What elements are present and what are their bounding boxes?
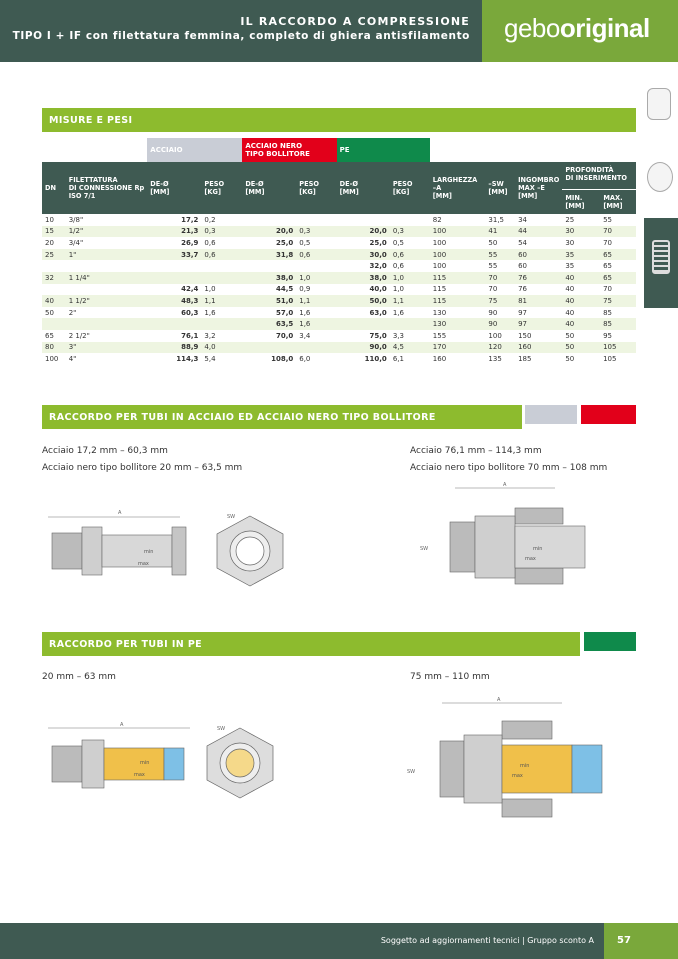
section-bar-misure: MISURE E PESI [42, 108, 636, 132]
table-cell: 0,3 [201, 226, 242, 238]
table-cell: 100 [485, 330, 515, 342]
table-cell: 0,5 [296, 237, 336, 249]
col-profondita: PROFONDITÀ DI INSERIMENTO MIN. [MM] MAX. [MM] [562, 162, 636, 214]
table-cell [147, 272, 201, 284]
table-cell [66, 318, 148, 330]
col-ingombro: INGOMBRO MAX –E [MM] [515, 162, 562, 214]
table-cell [201, 260, 242, 272]
table-row [42, 342, 636, 354]
swatch-pe [584, 632, 636, 651]
table-cell: 63,5 [242, 318, 296, 330]
col-de-pe: DE-Ø [MM] [337, 162, 390, 214]
drawing-steel-small-side [40, 505, 200, 585]
table-cell: 100 [430, 226, 486, 238]
table-cell: 60 [515, 249, 562, 261]
table-cell: 63,0 [337, 307, 390, 319]
table-cell: 1,6 [296, 307, 336, 319]
table-row [42, 249, 636, 261]
dim-max-label-large: max [525, 556, 536, 562]
table-cell: 1,1 [296, 295, 336, 307]
table-cell: 100 [430, 260, 486, 272]
table-cell [242, 214, 296, 226]
table-cell: 0,3 [390, 226, 430, 238]
table-cell: 90 [485, 307, 515, 319]
table-cell: 80 [42, 342, 66, 354]
table-cell: 38,0 [337, 272, 390, 284]
table-cell: 65 [42, 330, 66, 342]
drawing-pe-large-side [402, 695, 612, 845]
footer-note: Soggetto ad aggiornamenti tecnici | Gruppo sconto A [380, 936, 594, 945]
table-cell [296, 214, 336, 226]
table-cell: 65 [600, 260, 636, 272]
col-de-acciaio: DE-Ø [MM] [147, 162, 201, 214]
table-cell: 38,0 [242, 272, 296, 284]
table-cell: 1,0 [296, 272, 336, 284]
group-acciaio-nero: ACCIAIO NERO TIPO BOLLITORE [242, 138, 336, 162]
table-cell: 40 [562, 318, 600, 330]
table-cell: 95 [600, 330, 636, 342]
table-row [42, 272, 636, 284]
table-cell: 3/8" [66, 214, 148, 226]
table-cell: 31,5 [485, 214, 515, 226]
table-cell: 1 1/4" [66, 272, 148, 284]
dim-min-label: min [144, 549, 154, 555]
table-cell: 76 [515, 272, 562, 284]
table-cell: 44,5 [242, 284, 296, 296]
caption-pe-large: 75 mm – 110 mm [410, 672, 490, 682]
table-row [42, 214, 636, 226]
table-row [42, 295, 636, 307]
table-cell: 4,5 [390, 342, 430, 354]
dim-sw-label-large: SW [420, 546, 429, 552]
table-cell: 0,6 [201, 237, 242, 249]
table-cell: 50 [562, 353, 600, 365]
swatch-acciaio [525, 405, 577, 424]
table-cell: 50 [562, 330, 600, 342]
dim-sw-label-pe-large: SW [407, 769, 416, 775]
table-cell: 30 [562, 237, 600, 249]
group-pe: PE [337, 138, 430, 162]
table-cell: 130 [430, 307, 486, 319]
table-cell [296, 342, 336, 354]
table-cell [147, 260, 201, 272]
coupling-icon[interactable] [647, 162, 673, 192]
table-cell: 70 [485, 284, 515, 296]
table-cell: 70,0 [242, 330, 296, 342]
drawing-pe-small-front [195, 722, 285, 802]
table-cell: 75,0 [337, 330, 390, 342]
table-cell: 40,0 [337, 284, 390, 296]
table-cell: 65 [600, 249, 636, 261]
table-cell: 105 [600, 342, 636, 354]
table-cell: 97 [515, 318, 562, 330]
table-cell: 6,1 [390, 353, 430, 365]
table-cell: 115 [430, 295, 486, 307]
drawing-pe-small-side [40, 720, 200, 800]
dim-a-label-large: A [503, 482, 507, 488]
table-cell: 2" [66, 307, 148, 319]
table-cell: 160 [430, 353, 486, 365]
table-cell: 70 [485, 272, 515, 284]
table-cell: 0,9 [296, 284, 336, 296]
table-cell: 0,5 [390, 237, 430, 249]
table-cell: 25 [42, 249, 66, 261]
drawing-steel-small-front [205, 510, 295, 590]
table-cell: 26,9 [147, 237, 201, 249]
table-cell: 3,4 [296, 330, 336, 342]
table-cell: 1,1 [390, 295, 430, 307]
table-cell: 85 [600, 318, 636, 330]
table-cell: 0,3 [296, 226, 336, 238]
table-cell [390, 318, 430, 330]
table-row [42, 226, 636, 238]
tee-fitting-icon[interactable] [647, 88, 671, 120]
caption-nero-large: Acciaio nero tipo bollitore 70 mm – 108 mm [410, 463, 608, 473]
table-cell: 70 [600, 226, 636, 238]
table-cell: 185 [515, 353, 562, 365]
table-cell: 25,0 [242, 237, 296, 249]
table-row [42, 284, 636, 296]
header-title: IL RACCORDO A COMPRESSIONE [240, 15, 470, 28]
table-cell: 115 [430, 272, 486, 284]
table-cell: 1/2" [66, 226, 148, 238]
table-cell: 55 [485, 249, 515, 261]
dim-a-label-pe: A [120, 722, 124, 728]
table-cell: 30 [562, 226, 600, 238]
table-cell: 48,3 [147, 295, 201, 307]
table-cell: 105 [600, 353, 636, 365]
table-cell: 0,6 [390, 260, 430, 272]
swatch-nero [581, 405, 636, 424]
col-peso-nero: PESO [KG] [296, 162, 336, 214]
table-cell: 35 [562, 260, 600, 272]
table-cell: 97 [515, 307, 562, 319]
table-cell: 85 [600, 307, 636, 319]
table-cell: 90 [485, 318, 515, 330]
table-cell: 25 [562, 214, 600, 226]
dim-min-label-pe: min [140, 760, 150, 766]
table-cell: 60,3 [147, 307, 201, 319]
table-row [42, 330, 636, 342]
table-cell: 51,0 [242, 295, 296, 307]
table-cell: 0,6 [390, 249, 430, 261]
col-larghezza: LARGHEZZA –A [MM] [430, 162, 486, 214]
table-cell: 100 [430, 249, 486, 261]
brand-logo [482, 0, 678, 62]
table-cell: 44 [515, 226, 562, 238]
dim-max-label: max [138, 561, 149, 567]
caption-acciaio-large: Acciaio 76,1 mm – 114,3 mm [410, 446, 542, 456]
col-dn: DN [42, 162, 66, 214]
table-cell: 40 [42, 295, 66, 307]
table-cell: 10 [42, 214, 66, 226]
table-cell: 57,0 [242, 307, 296, 319]
table-cell: 70 [600, 237, 636, 249]
table-cell: 110,0 [337, 353, 390, 365]
table-cell [337, 214, 390, 226]
table-cell: 35 [562, 249, 600, 261]
group-acciaio: ACCIAIO [147, 138, 242, 162]
table-cell: 76 [515, 284, 562, 296]
table-cell [201, 272, 242, 284]
dim-a-label: A [118, 510, 122, 516]
col-sw: –SW [MM] [485, 162, 515, 214]
table-cell [337, 318, 390, 330]
dim-a-label-pe-large: A [497, 697, 501, 703]
compression-fitting-icon [652, 240, 670, 274]
table-cell: 0,6 [201, 249, 242, 261]
table-cell: 3,3 [390, 330, 430, 342]
table-cell: 120 [485, 342, 515, 354]
table-cell: 2 1/2" [66, 330, 148, 342]
table-cell: 17,2 [147, 214, 201, 226]
table-cell: 75 [600, 295, 636, 307]
table-cell: 54 [515, 237, 562, 249]
caption-pe-small: 20 mm – 63 mm [42, 672, 116, 682]
table-cell: 1 1/2" [66, 295, 148, 307]
table-row [42, 353, 636, 365]
dim-sw-label-pe: SW [217, 726, 226, 732]
table-cell: 1" [66, 249, 148, 261]
logo-light: gebo [504, 13, 560, 43]
drawing-steel-large-side [415, 480, 615, 615]
table-cell: 81 [515, 295, 562, 307]
table-cell: 31,8 [242, 249, 296, 261]
table-cell: 65 [600, 272, 636, 284]
table-cell: 30,0 [337, 249, 390, 261]
dim-sw-label: SW [227, 514, 236, 520]
table-cell: 75 [485, 295, 515, 307]
table-cell: 4,0 [201, 342, 242, 354]
section-bar-acciaio: RACCORDO PER TUBI IN ACCIAIO ED ACCIAIO NERO TIPO BOLLITORE [42, 405, 522, 429]
table-cell: 150 [515, 330, 562, 342]
table-cell: 82 [430, 214, 486, 226]
page-number: 57 [604, 923, 678, 959]
table-cell: 1,6 [296, 318, 336, 330]
table-cell: 114,3 [147, 353, 201, 365]
table-cell: 88,9 [147, 342, 201, 354]
dim-min-label-pe-large: min [520, 763, 530, 769]
table-cell: 1,0 [390, 284, 430, 296]
col-peso-pe: PESO [KG] [390, 162, 430, 214]
col-filettatura: FILETTATURA DI CONNESSIONE Rp ISO 7/1 [66, 162, 148, 214]
table-cell [147, 318, 201, 330]
table-cell: 6,0 [296, 353, 336, 365]
table-cell: 34 [515, 214, 562, 226]
table-row [42, 307, 636, 319]
table-cell: 155 [430, 330, 486, 342]
table-cell: 0,2 [201, 214, 242, 226]
table-cell: 40 [562, 284, 600, 296]
col-de-nero: DE-Ø [MM] [242, 162, 296, 214]
table-cell: 3/4" [66, 237, 148, 249]
table-cell: 76,1 [147, 330, 201, 342]
table-cell: 1,6 [201, 307, 242, 319]
table-cell: 42,4 [147, 284, 201, 296]
table-cell: 5,4 [201, 353, 242, 365]
table-cell [42, 260, 66, 272]
table-cell: 0,6 [296, 249, 336, 261]
table-cell: 25,0 [337, 237, 390, 249]
table-cell: 50 [485, 237, 515, 249]
table-cell [42, 284, 66, 296]
caption-nero-small: Acciaio nero tipo bollitore 20 mm – 63,5 mm [42, 463, 243, 473]
table-cell: 40 [562, 272, 600, 284]
table-cell: 40 [562, 295, 600, 307]
table-cell: 1,1 [201, 295, 242, 307]
sidebar-active-tab[interactable] [644, 218, 678, 308]
table-cell: 20 [42, 237, 66, 249]
table-cell: 50,0 [337, 295, 390, 307]
table-cell: 90,0 [337, 342, 390, 354]
table-cell [296, 260, 336, 272]
table-cell: 41 [485, 226, 515, 238]
table-cell: 32 [42, 272, 66, 284]
table-cell: 4" [66, 353, 148, 365]
dim-max-label-pe-large: max [512, 773, 523, 779]
table-cell: 1,0 [390, 272, 430, 284]
table-row [42, 318, 636, 330]
table-cell: 100 [42, 353, 66, 365]
table-cell: 50 [42, 307, 66, 319]
table-cell: 1,0 [201, 284, 242, 296]
table-cell: 15 [42, 226, 66, 238]
table-cell: 3,2 [201, 330, 242, 342]
table-cell: 108,0 [242, 353, 296, 365]
table-cell: 40 [562, 307, 600, 319]
table-cell: 1,6 [390, 307, 430, 319]
table-cell: 130 [430, 318, 486, 330]
sizes-weights-table [42, 138, 636, 365]
table-cell [66, 284, 148, 296]
table-cell: 115 [430, 284, 486, 296]
table-cell: 20,0 [242, 226, 296, 238]
table-cell: 70 [600, 284, 636, 296]
table-cell: 135 [485, 353, 515, 365]
logo-bold: original [559, 13, 650, 43]
dim-max-label-pe: max [134, 772, 145, 778]
table-cell: 160 [515, 342, 562, 354]
section-bar-pe: RACCORDO PER TUBI IN PE [42, 632, 580, 656]
table-cell [201, 318, 242, 330]
table-cell: 55 [600, 214, 636, 226]
table-cell: 33,7 [147, 249, 201, 261]
col-peso-acciaio: PESO [KG] [201, 162, 242, 214]
table-cell: 170 [430, 342, 486, 354]
table-cell: 20,0 [337, 226, 390, 238]
table-cell [66, 260, 148, 272]
table-cell: 50 [562, 342, 600, 354]
dim-min-label-large: min [533, 546, 543, 552]
table-cell [242, 260, 296, 272]
table-cell [390, 214, 430, 226]
table-cell: 21,3 [147, 226, 201, 238]
caption-acciaio-small: Acciaio 17,2 mm – 60,3 mm [42, 446, 168, 456]
table-cell: 3" [66, 342, 148, 354]
table-cell: 55 [485, 260, 515, 272]
table-row [42, 237, 636, 249]
table-cell: 60 [515, 260, 562, 272]
table-cell: 32,0 [337, 260, 390, 272]
table-cell [42, 318, 66, 330]
table-row [42, 260, 636, 272]
header-subtitle: TIPO I + IF con filettatura femmina, completo di ghiera antisfilamento [12, 30, 470, 42]
page-footer [0, 923, 678, 959]
table-cell [242, 342, 296, 354]
table-cell: 100 [430, 237, 486, 249]
